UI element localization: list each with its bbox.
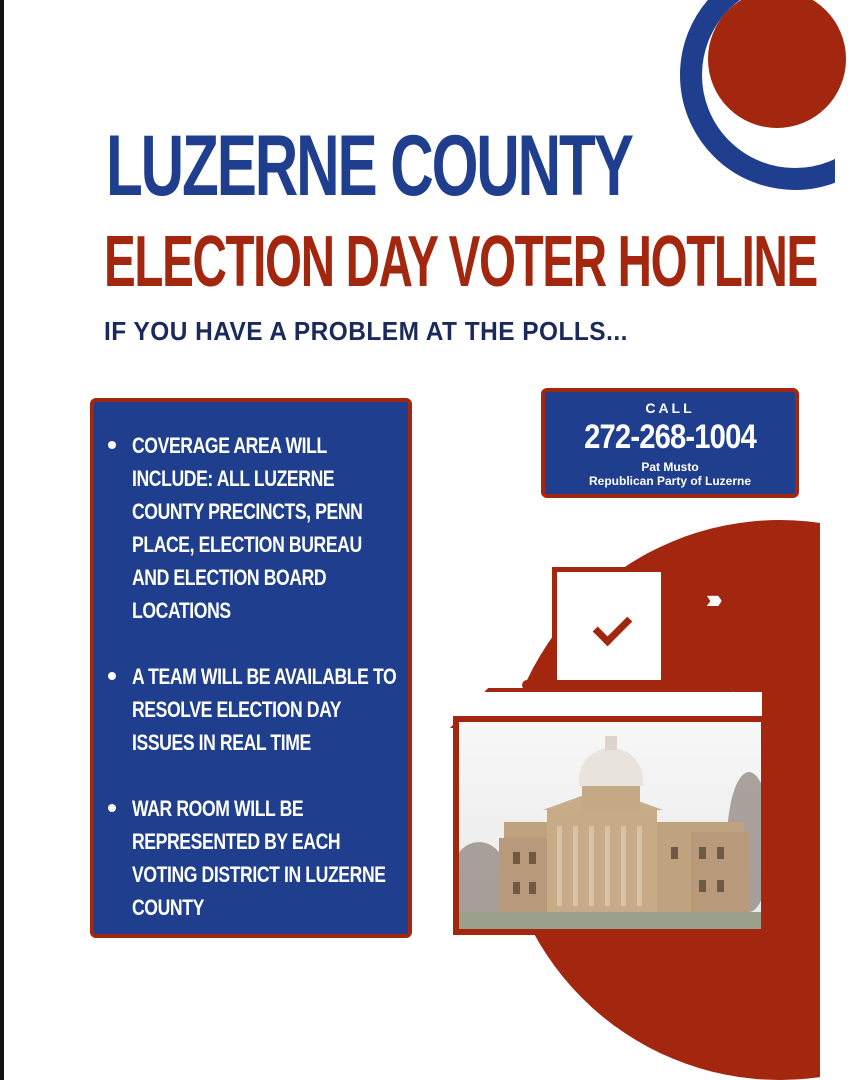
title-hotline: ELECTION DAY VOTER HOTLINE: [104, 222, 817, 302]
window: [529, 852, 536, 864]
list-item-text: COVERAGE AREA WILL INCLUDE: ALL LUZERNE COUNTY PRECINCTS, PENN PLACE, ELECTION BUREAU AND ELECTION BOARD LOCATIONS: [132, 433, 363, 623]
courthouse-cupola: [605, 736, 617, 750]
list-item: [132, 792, 402, 924]
window: [671, 847, 678, 859]
photo-ground: [459, 912, 761, 932]
list-item: [132, 429, 402, 627]
subtitle: IF YOU HAVE A PROBLEM AT THE POLLS...: [104, 316, 628, 346]
column: [621, 826, 626, 906]
window: [717, 880, 724, 892]
list-item-text: A TEAM WILL BE AVAILABLE TO RESOLVE ELECTION DAY ISSUES IN REAL TIME: [132, 664, 397, 755]
ballot-slot: [522, 680, 702, 690]
column: [589, 826, 594, 906]
courthouse-wing-right: [691, 832, 749, 920]
bullet-icon: [108, 672, 116, 680]
call-label: CALL: [645, 400, 695, 416]
list-item: [132, 660, 402, 759]
ballot-icon: [552, 567, 666, 691]
column: [557, 826, 562, 906]
bullet-icon: [108, 441, 116, 449]
window: [717, 847, 724, 859]
info-panel: [90, 398, 412, 938]
ballot-box-icon: [453, 716, 767, 935]
bullet-icon: [108, 804, 116, 812]
courthouse-wing-left: [499, 838, 549, 920]
window: [513, 882, 520, 894]
column: [605, 826, 610, 906]
big-circle-mask: [820, 500, 855, 1080]
phone-number[interactable]: 272-268-1004: [584, 418, 756, 456]
title-county: LUZERNE COUNTY: [106, 118, 632, 214]
hotline-box: [541, 388, 799, 498]
left-edge: [0, 0, 4, 1080]
window: [513, 852, 520, 864]
window: [699, 880, 706, 892]
checkmark-icon: [593, 607, 633, 647]
list-item-text: WAR ROOM WILL BE REPRESENTED BY EACH VOTING DISTRICT IN LUZERNE COUNTY: [132, 796, 386, 920]
window: [529, 882, 536, 894]
column: [637, 826, 642, 906]
contact-name: Pat Musto: [641, 460, 699, 474]
column: [573, 826, 578, 906]
window: [699, 847, 706, 859]
organization-name: Republican Party of Luzerne: [588, 474, 752, 488]
chevron-arrows-icon: ››››: [706, 584, 717, 614]
